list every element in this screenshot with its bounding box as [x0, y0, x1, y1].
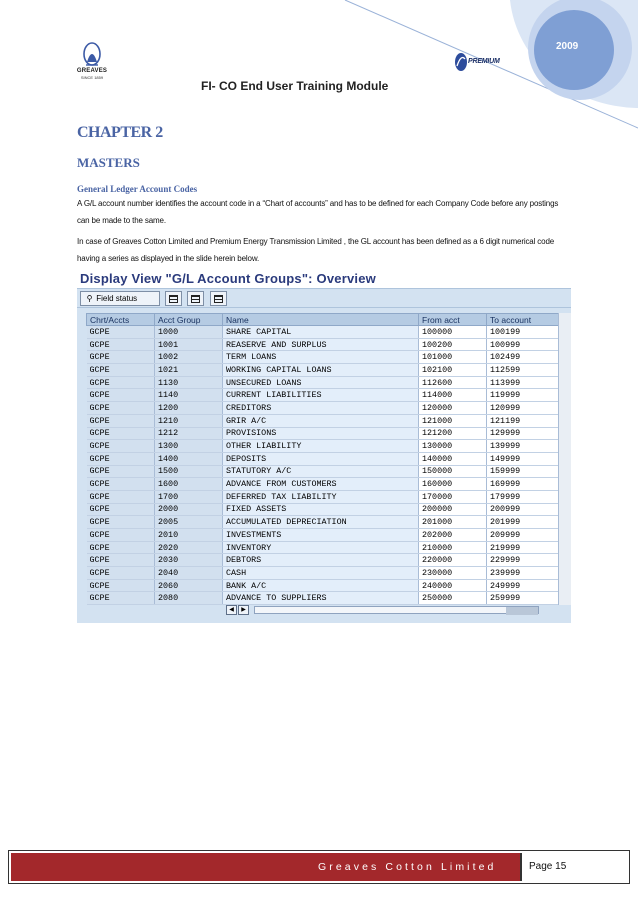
- from-account-cell[interactable]: 140000: [419, 452, 487, 465]
- chart-of-accounts-cell[interactable]: GCPE: [87, 529, 155, 542]
- name-cell[interactable]: GRIR A/C: [223, 414, 419, 427]
- account-group-cell[interactable]: 1500: [155, 465, 223, 478]
- from-account-cell[interactable]: 121200: [419, 427, 487, 440]
- subsection-heading: General Ledger Account Codes: [77, 184, 198, 194]
- paragraph-gl-account: A G/L account number identifies the account code in a “Chart of accounts” and has to be defined for each Company Code before any postings can be made to the same.: [77, 199, 559, 225]
- chart-of-accounts-cell[interactable]: GCPE: [87, 452, 155, 465]
- table-row[interactable]: [87, 503, 559, 516]
- chart-of-accounts-cell[interactable]: GCPE: [87, 402, 155, 415]
- account-group-cell[interactable]: 2005: [155, 516, 223, 529]
- to-account-cell[interactable]: 129999: [487, 427, 559, 440]
- name-cell[interactable]: FIXED ASSETS: [223, 503, 419, 516]
- table-row[interactable]: [87, 465, 559, 478]
- table-row[interactable]: [87, 529, 559, 542]
- from-account-cell[interactable]: 102100: [419, 364, 487, 377]
- chapter-heading: CHAPTER 2: [77, 124, 163, 141]
- name-cell[interactable]: OTHER LIABILITY: [223, 440, 419, 453]
- name-cell[interactable]: ADVANCE FROM CUSTOMERS: [223, 478, 419, 491]
- chart-of-accounts-cell[interactable]: GCPE: [87, 364, 155, 377]
- chart-of-accounts-cell[interactable]: GCPE: [87, 567, 155, 580]
- scroll-right-button[interactable]: [238, 605, 249, 615]
- sap-screen-title: Display View "G/L Account Groups": Overview: [80, 271, 376, 286]
- from-account-cell[interactable]: 170000: [419, 490, 487, 503]
- to-account-cell[interactable]: 121199: [487, 414, 559, 427]
- page-number: Page 15: [529, 861, 567, 872]
- scroll-track[interactable]: [254, 606, 539, 614]
- column-header-account-group[interactable]: Acct Group: [155, 314, 223, 326]
- column-header-from-account[interactable]: From acct: [419, 314, 487, 326]
- chart-of-accounts-cell[interactable]: GCPE: [87, 579, 155, 592]
- arrow-right-icon: ▶: [241, 607, 246, 613]
- to-account-cell[interactable]: 229999: [487, 554, 559, 567]
- from-account-cell[interactable]: 120000: [419, 402, 487, 415]
- chart-of-accounts-cell[interactable]: GCPE: [87, 465, 155, 478]
- name-cell[interactable]: REASERVE AND SURPLUS: [223, 338, 419, 351]
- table-row[interactable]: [87, 351, 559, 364]
- table-row[interactable]: [87, 452, 559, 465]
- chart-of-accounts-cell[interactable]: GCPE: [87, 326, 155, 339]
- account-group-cell[interactable]: 1140: [155, 389, 223, 402]
- to-account-cell[interactable]: 219999: [487, 541, 559, 554]
- scroll-thumb[interactable]: [506, 607, 538, 615]
- name-cell[interactable]: WORKING CAPITAL LOANS: [223, 364, 419, 377]
- chart-of-accounts-cell[interactable]: GCPE: [87, 490, 155, 503]
- table-row[interactable]: [87, 389, 559, 402]
- premium-label: PREMIUM: [468, 58, 500, 65]
- to-account-cell[interactable]: 149999: [487, 452, 559, 465]
- module-title: FI- CO End User Training Module: [201, 79, 389, 93]
- name-cell[interactable]: SHARE CAPITAL: [223, 326, 419, 339]
- chart-of-accounts-cell[interactable]: GCPE: [87, 414, 155, 427]
- account-group-cell[interactable]: 1600: [155, 478, 223, 491]
- name-cell[interactable]: ACCUMULATED DEPRECIATION: [223, 516, 419, 529]
- name-cell[interactable]: TERM LOANS: [223, 351, 419, 364]
- chart-of-accounts-cell[interactable]: GCPE: [87, 351, 155, 364]
- magnifier-icon: ⚲: [86, 294, 93, 303]
- table-row[interactable]: [87, 402, 559, 415]
- table-row[interactable]: [87, 414, 559, 427]
- account-group-cell[interactable]: 1200: [155, 402, 223, 415]
- account-group-cell[interactable]: 2030: [155, 554, 223, 567]
- field-status-button[interactable]: [80, 291, 160, 306]
- from-account-cell[interactable]: 150000: [419, 465, 487, 478]
- chart-of-accounts-cell[interactable]: GCPE: [87, 554, 155, 567]
- name-cell[interactable]: INVENTORY: [223, 541, 419, 554]
- table-row[interactable]: [87, 579, 559, 592]
- name-cell[interactable]: INVESTMENTS: [223, 529, 419, 542]
- table-row[interactable]: [87, 516, 559, 529]
- chart-of-accounts-cell[interactable]: GCPE: [87, 440, 155, 453]
- table-row[interactable]: [87, 376, 559, 389]
- table-row[interactable]: [87, 554, 559, 567]
- account-group-cell[interactable]: 2040: [155, 567, 223, 580]
- section-heading: MASTERS: [77, 155, 140, 170]
- header-year: 2009: [556, 41, 579, 52]
- column-header-to-account[interactable]: To account: [487, 314, 559, 326]
- to-account-cell[interactable]: 169999: [487, 478, 559, 491]
- to-account-cell[interactable]: 200999: [487, 503, 559, 516]
- horizontal-scrollbar[interactable]: [224, 605, 571, 615]
- to-account-cell[interactable]: 119999: [487, 389, 559, 402]
- select-block-button[interactable]: [187, 291, 204, 306]
- to-account-cell[interactable]: 179999: [487, 490, 559, 503]
- to-account-cell[interactable]: 113999: [487, 376, 559, 389]
- to-account-cell[interactable]: 249999: [487, 579, 559, 592]
- from-account-cell[interactable]: 240000: [419, 579, 487, 592]
- column-header-name[interactable]: Name: [223, 314, 419, 326]
- table-row[interactable]: [87, 440, 559, 453]
- account-group-cell[interactable]: 2060: [155, 579, 223, 592]
- account-group-cell[interactable]: 1000: [155, 326, 223, 339]
- logo-since: SINCE 1859: [80, 75, 104, 80]
- to-account-cell[interactable]: 239999: [487, 567, 559, 580]
- name-cell[interactable]: UNSECURED LOANS: [223, 376, 419, 389]
- arrow-left-icon: ◀: [229, 607, 234, 613]
- account-group-cell[interactable]: 1300: [155, 440, 223, 453]
- from-account-cell[interactable]: 121000: [419, 414, 487, 427]
- vertical-scrollbar[interactable]: [558, 313, 571, 605]
- account-group-cell[interactable]: 1212: [155, 427, 223, 440]
- from-account-cell[interactable]: 130000: [419, 440, 487, 453]
- premium-logo: [454, 51, 500, 75]
- footer-band: [11, 853, 627, 881]
- name-cell[interactable]: CURRENT LIABILITIES: [223, 389, 419, 402]
- from-account-cell[interactable]: 100200: [419, 338, 487, 351]
- chart-of-accounts-cell[interactable]: GCPE: [87, 592, 155, 605]
- from-account-cell[interactable]: 200000: [419, 503, 487, 516]
- from-account-cell[interactable]: 230000: [419, 567, 487, 580]
- name-cell[interactable]: DEBTORS: [223, 554, 419, 567]
- account-group-cell[interactable]: 1700: [155, 490, 223, 503]
- table-row[interactable]: [87, 567, 559, 580]
- column-header-chart-of-accounts[interactable]: Chrt/Accts: [87, 314, 155, 326]
- table-row[interactable]: [87, 364, 559, 377]
- table-row[interactable]: [87, 326, 559, 339]
- account-group-cell[interactable]: 1130: [155, 376, 223, 389]
- table-row[interactable]: [87, 490, 559, 503]
- account-group-cell[interactable]: 1001: [155, 338, 223, 351]
- name-cell[interactable]: BANK A/C: [223, 579, 419, 592]
- chart-of-accounts-cell[interactable]: GCPE: [87, 541, 155, 554]
- footer-company-name: Greaves Cotton Limited: [318, 861, 497, 873]
- chart-of-accounts-cell[interactable]: GCPE: [87, 427, 155, 440]
- to-account-cell[interactable]: 102499: [487, 351, 559, 364]
- to-account-cell[interactable]: 112599: [487, 364, 559, 377]
- to-account-cell[interactable]: 259999: [487, 592, 559, 605]
- paragraph-series: In case of Greaves Cotton Limited and Premium Energy Transmission Limited , the GL account has been defined as a 6 digit numerical code having a series as displayed in the slide herein below.: [77, 237, 555, 263]
- gl-account-groups-table: [86, 313, 559, 605]
- select-all-icon: [169, 295, 178, 303]
- from-account-cell[interactable]: 160000: [419, 478, 487, 491]
- from-account-cell[interactable]: 114000: [419, 389, 487, 402]
- to-account-cell[interactable]: 139999: [487, 440, 559, 453]
- page-footer: [8, 850, 630, 884]
- to-account-cell[interactable]: 201999: [487, 516, 559, 529]
- account-group-cell[interactable]: 2080: [155, 592, 223, 605]
- from-account-cell[interactable]: 101000: [419, 351, 487, 364]
- name-cell[interactable]: DEFERRED TAX LIABILITY: [223, 490, 419, 503]
- to-account-cell[interactable]: 159999: [487, 465, 559, 478]
- footer-page-box: [520, 853, 627, 881]
- table-row[interactable]: [87, 592, 559, 605]
- to-account-cell[interactable]: 100999: [487, 338, 559, 351]
- deselect-all-button[interactable]: [210, 291, 227, 306]
- from-account-cell[interactable]: 202000: [419, 529, 487, 542]
- from-account-cell[interactable]: 112600: [419, 376, 487, 389]
- table-row[interactable]: [87, 338, 559, 351]
- to-account-cell[interactable]: 120999: [487, 402, 559, 415]
- premium-swirl-icon: [454, 51, 468, 73]
- chart-of-accounts-cell[interactable]: GCPE: [87, 478, 155, 491]
- name-cell[interactable]: CREDITORS: [223, 402, 419, 415]
- table-header-row: [87, 314, 559, 326]
- chart-of-accounts-cell[interactable]: GCPE: [87, 338, 155, 351]
- chart-of-accounts-cell[interactable]: GCPE: [87, 376, 155, 389]
- from-account-cell[interactable]: 201000: [419, 516, 487, 529]
- account-group-cell[interactable]: 1400: [155, 452, 223, 465]
- to-account-cell[interactable]: 209999: [487, 529, 559, 542]
- table-row[interactable]: [87, 478, 559, 491]
- table-row[interactable]: [87, 427, 559, 440]
- account-group-cell[interactable]: 2000: [155, 503, 223, 516]
- sap-toolbar: [77, 288, 571, 308]
- chart-of-accounts-cell[interactable]: GCPE: [87, 503, 155, 516]
- account-group-cell[interactable]: 2020: [155, 541, 223, 554]
- table-row[interactable]: [87, 541, 559, 554]
- from-account-cell[interactable]: 250000: [419, 592, 487, 605]
- from-account-cell[interactable]: 100000: [419, 326, 487, 339]
- scroll-left-button[interactable]: [226, 605, 237, 615]
- select-all-button[interactable]: [165, 291, 182, 306]
- deselect-icon: [214, 295, 223, 303]
- chart-of-accounts-cell[interactable]: GCPE: [87, 389, 155, 402]
- to-account-cell[interactable]: 100199: [487, 326, 559, 339]
- name-cell[interactable]: CASH: [223, 567, 419, 580]
- account-group-cell[interactable]: 1210: [155, 414, 223, 427]
- field-status-label: Field status: [96, 294, 138, 303]
- name-cell[interactable]: DEPOSITS: [223, 452, 419, 465]
- account-group-cell[interactable]: 1021: [155, 364, 223, 377]
- greaves-emblem-icon: [82, 42, 102, 68]
- sap-table-area: [77, 308, 571, 623]
- from-account-cell[interactable]: 210000: [419, 541, 487, 554]
- name-cell[interactable]: ADVANCE TO SUPPLIERS: [223, 592, 419, 605]
- greaves-logo: [74, 42, 110, 92]
- name-cell[interactable]: STATUTORY A/C: [223, 465, 419, 478]
- account-group-cell[interactable]: 1002: [155, 351, 223, 364]
- logo-name: GREAVES: [76, 68, 108, 74]
- select-block-icon: [191, 295, 200, 303]
- chart-of-accounts-cell[interactable]: GCPE: [87, 516, 155, 529]
- name-cell[interactable]: PROVISIONS: [223, 427, 419, 440]
- account-group-cell[interactable]: 2010: [155, 529, 223, 542]
- from-account-cell[interactable]: 220000: [419, 554, 487, 567]
